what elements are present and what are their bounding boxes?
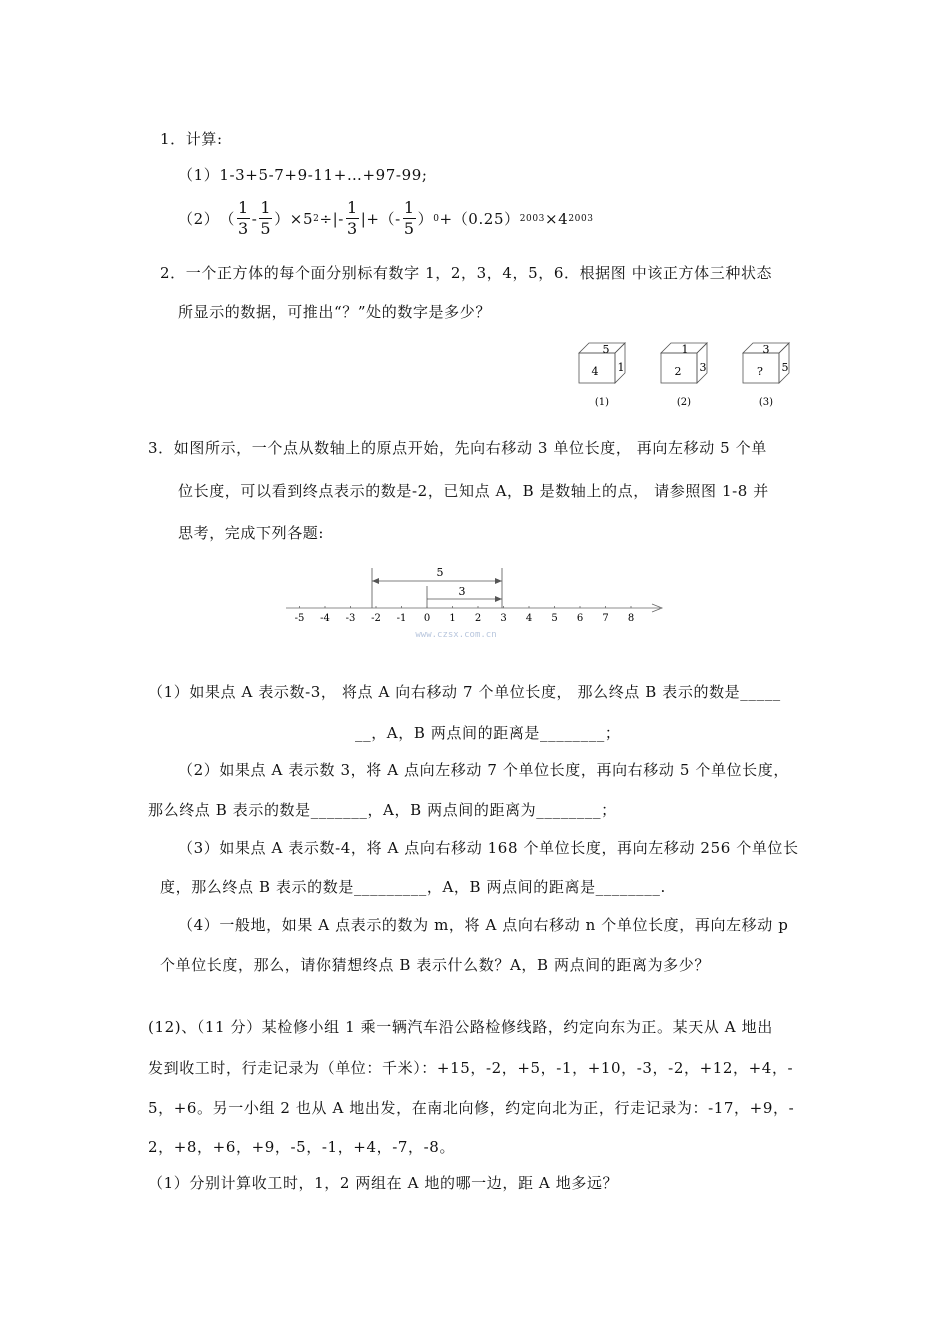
minus-sign: - xyxy=(251,209,258,228)
tick-label: -4 xyxy=(320,613,330,624)
cube-front-number: ? xyxy=(757,365,763,378)
fraction-one-third-abs xyxy=(346,198,359,239)
tick-label: 2 xyxy=(474,613,482,624)
cube-3 xyxy=(743,343,789,408)
cube-2 xyxy=(661,343,707,408)
watermark: www.czsx.com.cn xyxy=(415,630,497,640)
arrow-long-label: 5 xyxy=(436,566,444,579)
q1-part1: （1）1-3+5-7+9-11+…+97-99; xyxy=(178,166,428,184)
cube-top-number: 3 xyxy=(762,343,770,356)
fraction-denominator: 5 xyxy=(403,219,415,238)
fraction-one-fifth xyxy=(259,198,272,239)
cube-front-number: 4 xyxy=(591,365,599,378)
number-line-figure xyxy=(280,562,670,642)
fraction-numerator: 1 xyxy=(346,198,358,217)
tick-label: 1 xyxy=(449,613,456,624)
fraction-denominator: 3 xyxy=(237,219,249,238)
abs-close-plus: |+（- xyxy=(360,210,401,228)
tick-label: -3 xyxy=(345,613,356,624)
tick-label: -5 xyxy=(294,613,305,624)
cube-1 xyxy=(579,343,625,408)
tick-label: 4 xyxy=(525,613,533,624)
q3-line1: 3．如图所示，一个点从数轴上的原点开始，先向右移动 3 单位长度， 再向左移动 5 个单 xyxy=(148,439,767,457)
exponent: 2 xyxy=(313,213,320,224)
exponent: 0 xyxy=(433,213,440,224)
q3-sub4-line2: 个单位长度，那么，请你猜想终点 B 表示什么数？A，B 两点间的距离为多少？ xyxy=(160,956,710,974)
q3-sub1-line2: __，A，B 两点间的距离是________； xyxy=(355,724,621,742)
exponent: 2003 xyxy=(568,213,594,224)
tick-label: 3 xyxy=(500,613,507,624)
cube-top-number: 1 xyxy=(681,343,689,356)
cube-side-number: 3 xyxy=(699,361,707,374)
fraction-denominator: 5 xyxy=(260,219,272,238)
cube-label: (2) xyxy=(676,397,692,408)
close-paren: ） xyxy=(417,210,434,228)
fraction-one-third xyxy=(237,198,250,239)
cube-label: (3) xyxy=(758,397,774,408)
q3-line3: 思考，完成下列各题: xyxy=(178,524,325,542)
open-paren: （ xyxy=(219,210,235,228)
tick-label: -2 xyxy=(371,613,381,624)
fraction-numerator: 1 xyxy=(237,198,249,217)
q2-line1: 2．一个正方体的每个面分别标有数字 1，2，3，4，5，6．根据图 中该正方体三种状态 xyxy=(160,264,773,282)
tick-label: 7 xyxy=(602,613,609,624)
q3-sub1-line1: （1）如果点 A 表示数-3， 将点 A 向右移动 7 个单位长度， 那么终点 B 表示的数是_____ xyxy=(148,683,781,701)
cube-side-number: 1 xyxy=(617,361,625,374)
tick-label: 8 xyxy=(627,613,635,624)
tick-label: 5 xyxy=(551,613,558,624)
cube-front-number: 2 xyxy=(674,365,682,378)
cube-figures xyxy=(572,338,812,408)
divide-abs-open: ÷|- xyxy=(319,209,344,228)
q12-line4: 2，+8，+6，+9，-5，-1，+4，-7，-8。 xyxy=(148,1138,456,1156)
q12-line3: 5，+6。另一小组 2 也从 A 地出发，在南北向修，约定向北为正，行走记录为：-17，+9，- xyxy=(148,1099,795,1117)
q1-part2-label: （2） xyxy=(178,210,220,228)
fraction-numerator: 1 xyxy=(260,198,272,217)
q3-sub3-line2: 度，那么终点 B 表示的数是_________，A，B 两点间的距离是________. xyxy=(160,878,666,896)
q12-line2: 发到收工时，行走记录为（单位：千米）：+15，-2，+5，-1，+10，-3，-2，+12，+4，- xyxy=(148,1059,794,1077)
q3-sub2-line2: 那么终点 B 表示的数是_______，A，B 两点间的距离为________； xyxy=(148,801,617,819)
q12-line1: (12)、（11 分）某检修小组 1 乘一辆汽车沿公路检修线路，约定向东为正。某天从 A 地出 xyxy=(148,1018,773,1036)
tick-labels xyxy=(295,606,635,624)
cube-label: (1) xyxy=(594,397,610,408)
q3-line2: 位长度，可以看到终点表示的数是-2，已知点 A，B 是数轴上的点， 请参照图 1-8 并 xyxy=(178,482,769,500)
times-four: ×4 xyxy=(545,209,569,228)
q3-sub3-line1: （3）如果点 A 表示数-4，将 A 点向右移动 168 个单位长度，再向左移动 256 个单位长 xyxy=(178,839,799,857)
q1-part2-expression xyxy=(178,198,594,239)
fraction-denominator: 3 xyxy=(346,219,358,238)
exponent: 2003 xyxy=(519,213,546,224)
cube-side-number: 5 xyxy=(781,361,789,374)
arrow-short-label: 3 xyxy=(458,585,466,598)
q1-title: 1．计算: xyxy=(160,130,223,148)
times-five: ）×5 xyxy=(274,210,314,228)
cube-top-number: 5 xyxy=(602,343,610,356)
q12-line5: （1）分别计算收工时，1，2 两组在 A 地的哪一边，距 A 地多远？ xyxy=(148,1174,619,1192)
fraction-one-fifth-neg xyxy=(403,198,416,239)
tick-label: -1 xyxy=(396,613,407,624)
fraction-numerator: 1 xyxy=(403,198,415,217)
plus-quarter: +（0.25） xyxy=(439,210,520,228)
q3-sub4-line1: （4）一般地，如果 A 点表示的数为 m，将 A 点向右移动 n 个单位长度，再向左移动 p xyxy=(178,916,789,934)
tick-label: 0 xyxy=(423,613,431,624)
tick-label: 6 xyxy=(576,613,584,624)
q3-sub2-line1: （2）如果点 A 表示数 3，将 A 点向左移动 7 个单位长度，再向右移动 5 个单位长度， xyxy=(178,761,789,779)
q2-line2: 所显示的数据，可推出“？”处的数字是多少？ xyxy=(178,303,491,321)
